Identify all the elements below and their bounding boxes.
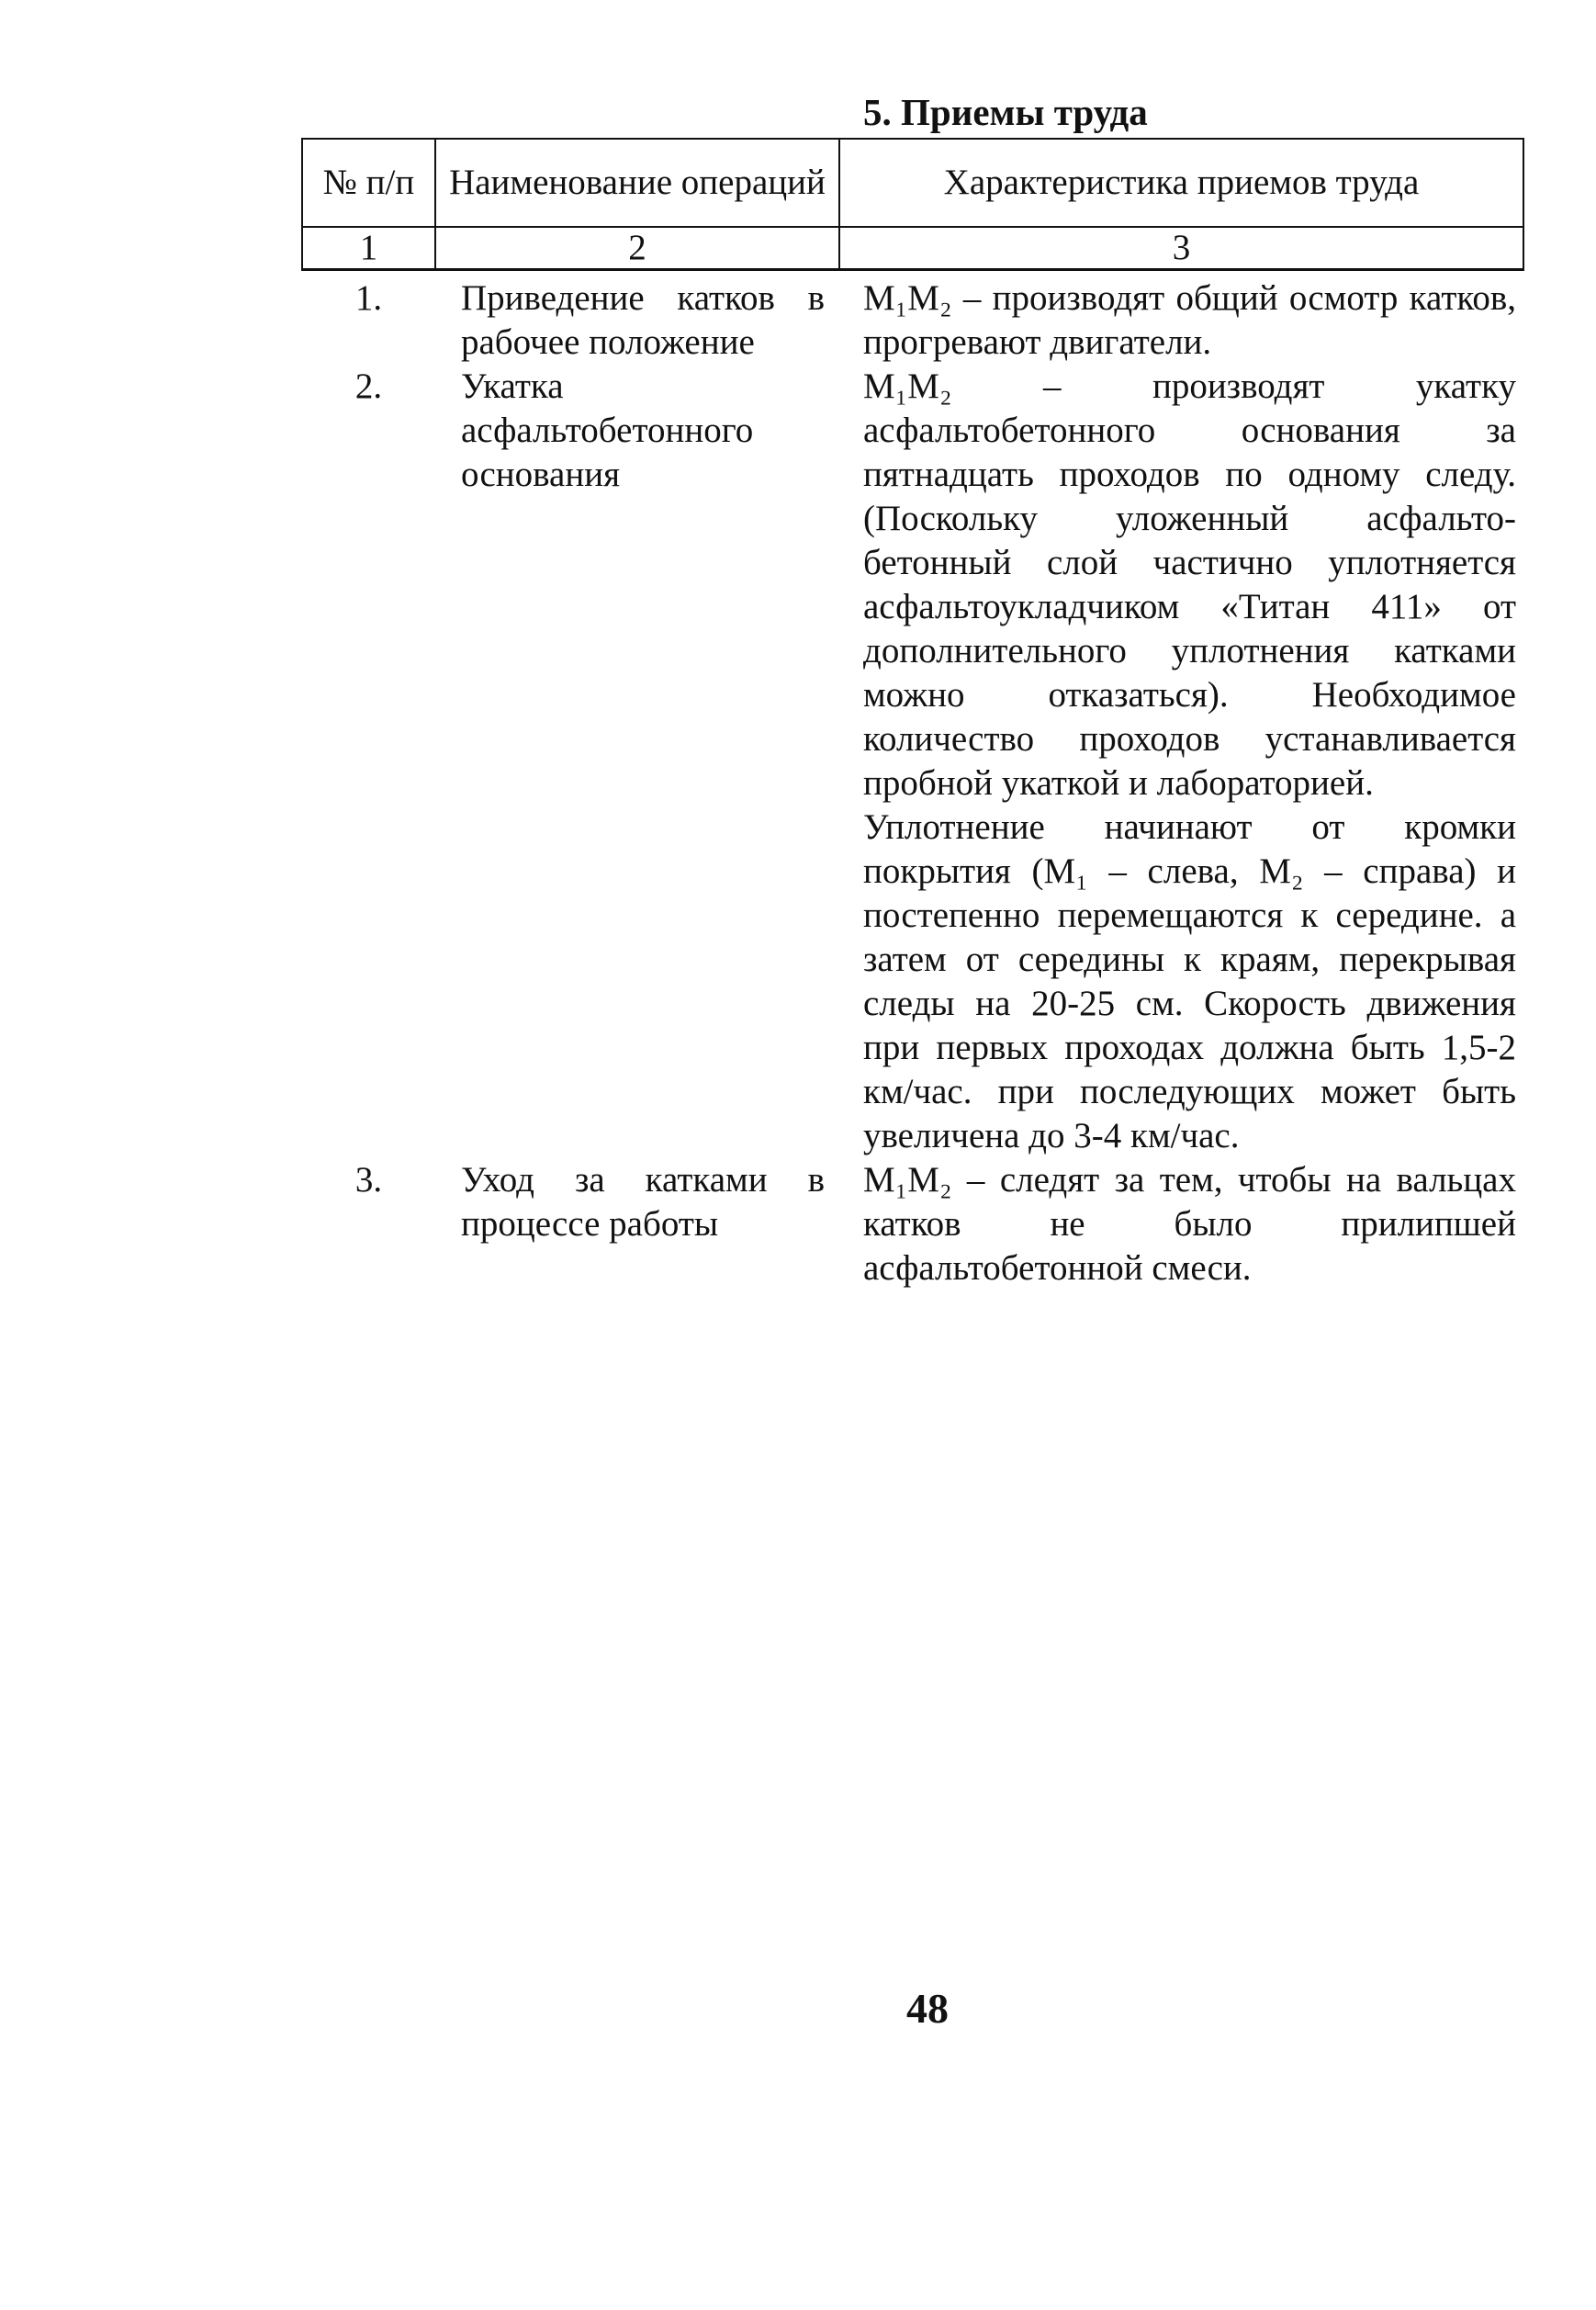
- description-paragraph: M₁M₂ – производят общий осмотр катков, прогревают двигатели.: [863, 278, 1516, 362]
- operation-description: [839, 365, 1523, 1158]
- table-row: [302, 1158, 1523, 1290]
- row-number: 3.: [354, 1160, 383, 1200]
- column-number: 3: [839, 227, 1523, 270]
- description-paragraph: M₁M₂ – следят за тем, чтобы на вальцах катков не было прилипшей асфальтобетонной смеси.: [863, 1160, 1516, 1288]
- operation-name: Укатка асфальтобетонного основания: [461, 366, 754, 494]
- header-characteristics: Характеристика приемов труда: [839, 139, 1523, 227]
- header-operation-name: Наименование операций: [435, 139, 839, 227]
- column-number: 2: [435, 227, 839, 270]
- table-header-row: [302, 139, 1523, 227]
- operation-description: [839, 1158, 1523, 1290]
- table-row: [302, 270, 1523, 366]
- header-number: № п/п: [302, 139, 435, 227]
- description-paragraph: M₁M₂ – производят укатку асфальтобетонного основания за пятнадцать проходов по одному следу. (Поскольку уложенный асфальто-бетонный слой частично уплотняется асфальтоукладчиком «Титан 411» от дополнительного уплотнения катками можно отказаться). Необходимое количество проходов устанавливается пробной укаткой и лабораторией.: [863, 366, 1516, 803]
- column-number: 1: [302, 227, 435, 270]
- operation-name: Приведение катков в рабочее положение: [461, 278, 825, 362]
- column-number-row: [302, 227, 1523, 270]
- table-row: [302, 365, 1523, 1158]
- work-methods-table: [301, 138, 1524, 1290]
- row-number: 2.: [354, 366, 383, 406]
- row-number: 1.: [354, 278, 383, 318]
- section-title: 5. Приемы труда: [863, 91, 1148, 133]
- description-paragraph: Уплотнение начинают от кромки покрытия (M₁ – слева, M₂ – справа) и постепенно перемещаются к середине. а затем от середины к краям, перекрывая следы на 20-25 см. Скорость движения при первых проходах должна быть 1,5-2 км/час. при последующих может быть увеличена до 3-4 км/час.: [863, 807, 1516, 1155]
- operation-name: Уход за катками в процессе работы: [461, 1160, 825, 1244]
- page-number: 48: [906, 1985, 949, 2032]
- operation-description: [839, 270, 1523, 366]
